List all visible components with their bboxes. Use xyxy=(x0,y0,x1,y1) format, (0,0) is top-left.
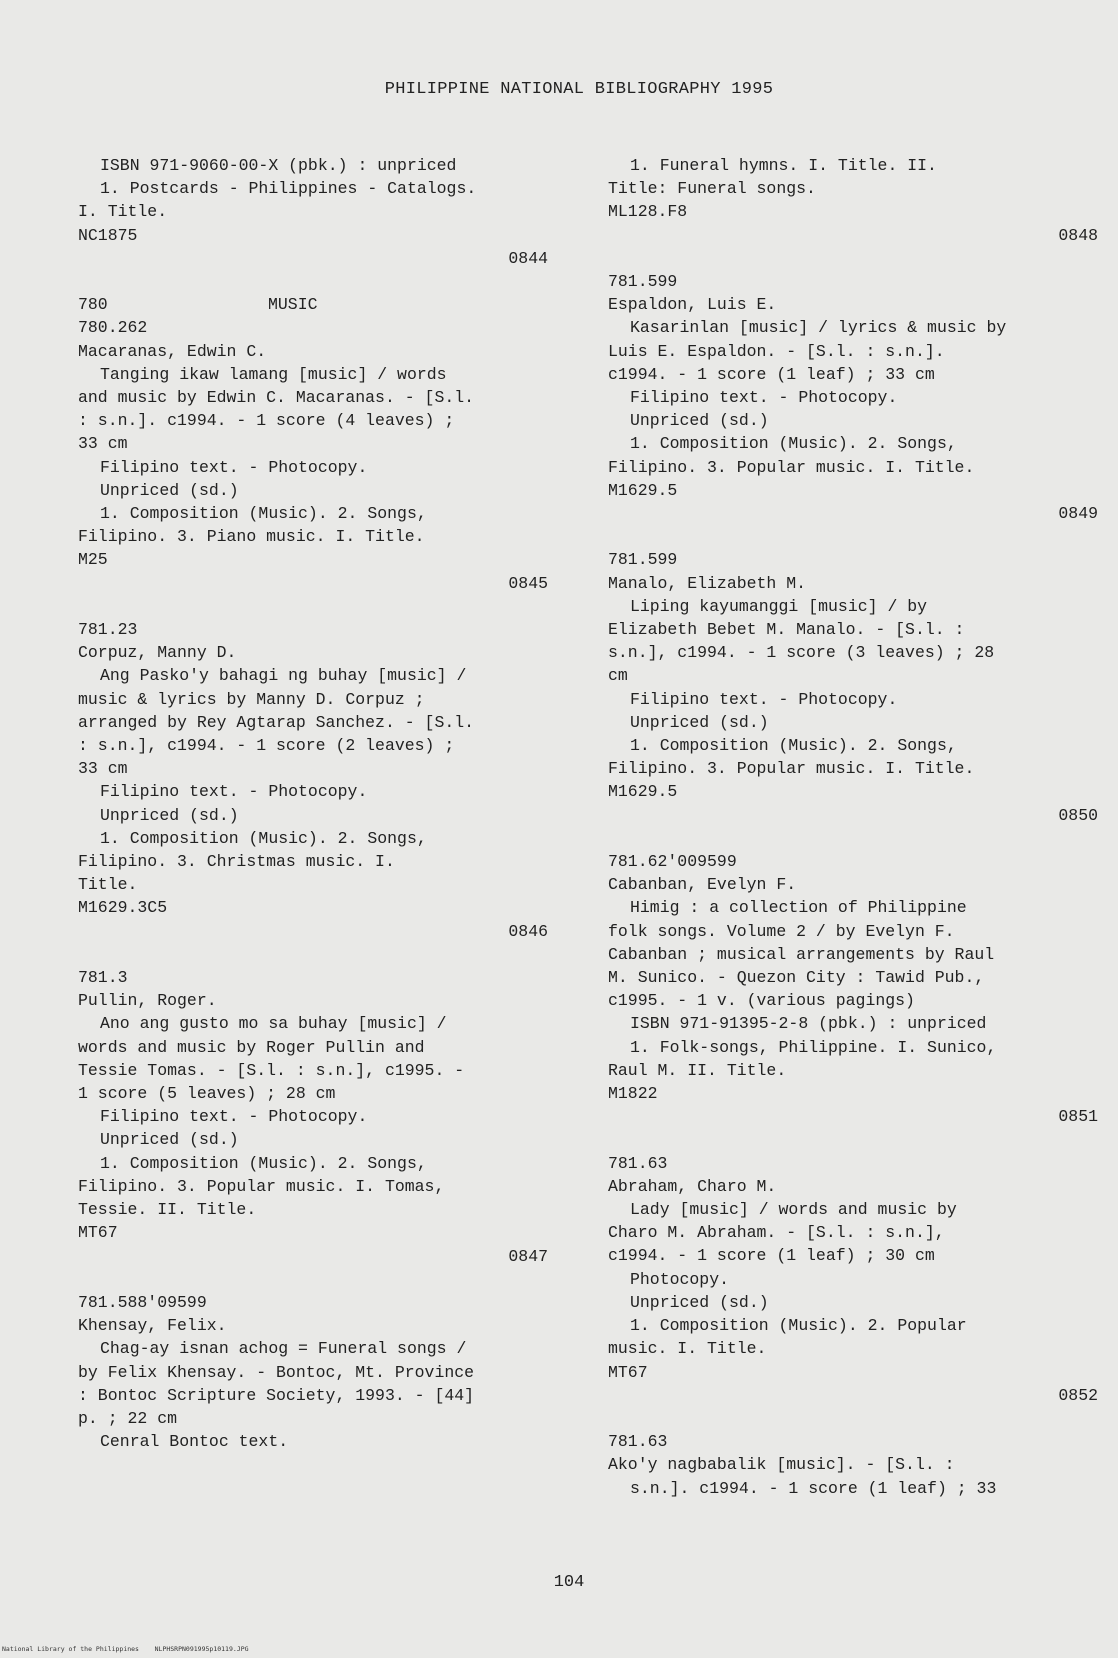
entry-line: 1. Composition (Music). 2. Popular xyxy=(630,1316,967,1336)
page-title: PHILIPPINE NATIONAL BIBLIOGRAPHY 1995 xyxy=(384,80,774,99)
entry-line: 781.3 xyxy=(78,968,128,988)
entry-line: Unpriced (sd.) xyxy=(630,712,769,732)
entry-line: 1. Composition (Music). 2. Songs, xyxy=(100,1153,427,1173)
entry-line: Espaldon, Luis E. xyxy=(608,295,777,315)
entry-line: Filipino text. - Photocopy. xyxy=(630,689,898,709)
entry-line: MT67 xyxy=(78,1223,118,1243)
entry-line: Raul M. II. Title. xyxy=(608,1060,787,1080)
entry-line: Ang Pasko'y bahagi ng buhay [music] / xyxy=(100,666,467,686)
entry-line: 781.23 xyxy=(78,620,138,640)
entry-line: Lady [music] / words and music by xyxy=(630,1200,957,1220)
entry-line: s.n.], c1994. - 1 score (3 leaves) ; 28 xyxy=(608,643,995,663)
scan-footer: National Library of the Philippines NLPHSRPN091995p10119.JPG xyxy=(2,1645,249,1653)
entry-line: Kasarinlan [music] / lyrics & music by xyxy=(630,318,1007,338)
entry-line: Manalo, Elizabeth M. xyxy=(608,573,807,593)
entry-line: Unpriced (sd.) xyxy=(630,1292,769,1312)
entry-line: Filipino. 3. Piano music. I. Title. xyxy=(78,527,425,547)
entry-line: Unpriced (sd.) xyxy=(100,805,239,825)
blank-line xyxy=(608,1407,1098,1430)
entry-line: 1. Composition (Music). 2. Songs, xyxy=(100,504,427,524)
entry-line: music. I. Title. xyxy=(608,1339,767,1359)
blank-line xyxy=(608,247,1098,270)
entry-number: 0852 xyxy=(1058,1385,1098,1405)
entry-line: Filipino text. - Photocopy. xyxy=(100,1107,368,1127)
entry-line: c1994. - 1 score (1 leaf) ; 30 cm xyxy=(608,1246,935,1266)
entry-line: 781.62'009599 xyxy=(608,852,737,872)
entry-line: Liping kayumanggi [music] / by xyxy=(630,596,928,616)
entry-line: I. Title. xyxy=(78,202,168,222)
entry-number: 0850 xyxy=(1058,805,1098,825)
blank-line xyxy=(78,270,548,293)
entry-line: s.n.]. c1994. - 1 score (1 leaf) ; 33 xyxy=(630,1478,997,1498)
entry-line: Pullin, Roger. xyxy=(78,991,217,1011)
blank-line xyxy=(608,1128,1098,1151)
entry-line: 781.63 xyxy=(608,1432,668,1452)
entry-line: M1629.3C5 xyxy=(78,898,168,918)
entry-line: Cenral Bontoc text. xyxy=(100,1432,289,1452)
entry-line: NC1875 xyxy=(78,225,138,245)
entry-line: Macaranas, Edwin C. xyxy=(78,341,267,361)
entry-line: Unpriced (sd.) xyxy=(100,1130,239,1150)
entry-line: 1 score (5 leaves) ; 28 cm xyxy=(78,1084,336,1104)
entry-line: 781.588'09599 xyxy=(78,1292,207,1312)
entry-line: by Felix Khensay. - Bontoc, Mt. Province xyxy=(78,1362,475,1382)
entry-line: Corpuz, Manny D. xyxy=(78,643,237,663)
entry-number: 0849 xyxy=(1058,504,1098,524)
entry-line: Cabanban, Evelyn F. xyxy=(608,875,797,895)
entry-line: Elizabeth Bebet M. Manalo. - [S.l. : xyxy=(608,620,965,640)
entry-line: 1. Composition (Music). 2. Songs, xyxy=(100,828,427,848)
entry-line: 33 cm xyxy=(78,759,128,779)
entry-number: 0848 xyxy=(1058,225,1098,245)
left-column xyxy=(78,154,548,1453)
entry-number: 0844 xyxy=(508,248,548,268)
entry-line: 781.63 xyxy=(608,1153,668,1173)
entry-line: Filipino. 3. Christmas music. I. xyxy=(78,852,395,872)
entry-line: music & lyrics by Manny D. Corpuz ; xyxy=(78,689,425,709)
section-heading xyxy=(78,293,548,316)
entry-line: Tanging ikaw lamang [music] / words xyxy=(100,364,447,384)
entry-line: cm xyxy=(608,666,628,686)
entry-line: Charo M. Abraham. - [S.l. : s.n.], xyxy=(608,1223,945,1243)
entry-line: Filipino text. - Photocopy. xyxy=(630,388,898,408)
entry-line: ML128.F8 xyxy=(608,202,688,222)
entry-line: Photocopy. xyxy=(630,1269,730,1289)
entry-line: p. ; 22 cm xyxy=(78,1408,178,1428)
entry-line: Filipino text. - Photocopy. xyxy=(100,457,368,477)
section-label: MUSIC xyxy=(268,295,318,315)
entry-line: Ako'y nagbabalik [music]. - [S.l. : xyxy=(608,1455,955,1475)
blank-line xyxy=(608,827,1098,850)
entry-number: 0846 xyxy=(508,921,548,941)
entry-number: 0851 xyxy=(1058,1107,1098,1127)
entry-line: Ano ang gusto mo sa buhay [music] / xyxy=(100,1014,447,1034)
entry-line: 1. Composition (Music). 2. Songs, xyxy=(630,434,957,454)
entry-line: 781.599 xyxy=(608,550,678,570)
entry-line: Luis E. Espaldon. - [S.l. : s.n.]. xyxy=(608,341,945,361)
right-column xyxy=(608,154,1098,1500)
entry-line: Title. xyxy=(78,875,138,895)
entry-line: ISBN 971-9060-00-X (pbk.) : unpriced xyxy=(100,156,457,175)
entry-line: arranged by Rey Agtarap Sanchez. - [S.l. xyxy=(78,712,475,732)
entry-line: M1822 xyxy=(608,1084,658,1104)
entry-line: 1. Folk-songs, Philippine. I. Sunico, xyxy=(630,1037,997,1057)
entry-line: M1629.5 xyxy=(608,782,678,802)
blank-line xyxy=(78,1268,548,1291)
entry-line: 33 cm xyxy=(78,434,128,454)
entry-line: c1994. - 1 score (1 leaf) ; 33 cm xyxy=(608,364,935,384)
page-number: 104 xyxy=(553,1573,585,1592)
entry-line: M. Sunico. - Quezon City : Tawid Pub., xyxy=(608,968,985,988)
entry-line: and music by Edwin C. Macaranas. - [S.l. xyxy=(78,388,475,408)
entry-line: Title: Funeral songs. xyxy=(608,179,816,199)
entry-line: Filipino. 3. Popular music. I. Title. xyxy=(608,457,975,477)
entry-line: Khensay, Felix. xyxy=(78,1316,227,1336)
entry-line: Abraham, Charo M. xyxy=(608,1176,777,1196)
entry-line: : s.n.], c1994. - 1 score (2 leaves) ; xyxy=(78,736,455,756)
blank-line xyxy=(608,525,1098,548)
entry-line: M25 xyxy=(78,550,108,570)
entry-line: Tessie. II. Title. xyxy=(78,1200,257,1220)
entry-line: MT67 xyxy=(608,1362,648,1382)
section-class-number: 780 xyxy=(78,295,108,315)
entry-line: 781.599 xyxy=(608,272,678,291)
blank-line xyxy=(78,943,548,966)
entry-line: M1629.5 xyxy=(608,480,678,500)
entry-number: 0845 xyxy=(508,573,548,593)
entry-line: Unpriced (sd.) xyxy=(100,480,239,500)
entry-line: words and music by Roger Pullin and xyxy=(78,1037,425,1057)
entry-line: : Bontoc Scripture Society, 1993. - [44] xyxy=(78,1385,475,1405)
entry-line: Filipino. 3. Popular music. I. Tomas, xyxy=(78,1176,445,1196)
entry-line: 1. Funeral hymns. I. Title. II. xyxy=(630,156,937,175)
entry-line: Unpriced (sd.) xyxy=(630,411,769,431)
entry-line: Himig : a collection of Philippine xyxy=(630,898,967,918)
entry-line: 1. Postcards - Philippines - Catalogs. xyxy=(100,179,477,199)
entry-line: : s.n.]. c1994. - 1 score (4 leaves) ; xyxy=(78,411,455,431)
entry-line: c1995. - 1 v. (various pagings) xyxy=(608,991,915,1011)
entry-line: folk songs. Volume 2 / by Evelyn F. xyxy=(608,921,955,941)
entry-line: 780.262 xyxy=(78,318,148,338)
entry-line: ISBN 971-91395-2-8 (pbk.) : unpriced xyxy=(630,1014,987,1034)
entry-line: Chag-ay isnan achog = Funeral songs / xyxy=(100,1339,467,1359)
entry-line: Tessie Tomas. - [S.l. : s.n.], c1995. - xyxy=(78,1060,465,1080)
blank-line xyxy=(78,595,548,618)
entry-line: Filipino. 3. Popular music. I. Title. xyxy=(608,759,975,779)
entry-line: Filipino text. - Photocopy. xyxy=(100,782,368,802)
entry-number: 0847 xyxy=(508,1246,548,1266)
entry-line: 1. Composition (Music). 2. Songs, xyxy=(630,736,957,756)
entry-line: Cabanban ; musical arrangements by Raul xyxy=(608,944,995,964)
